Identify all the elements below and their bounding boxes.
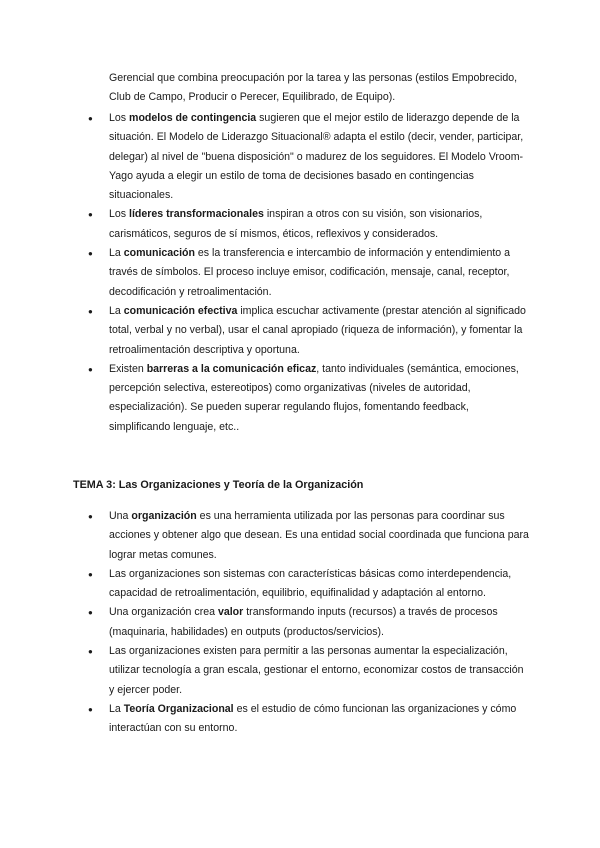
continuation-paragraph: Gerencial que combina preocupación por la tarea y las personas (estilos Empobrecido, Club de Campo, Producir o Perecer, Equilibrado, de Equipo).: [109, 72, 518, 104]
item-text: Las organizaciones son sistemas con características básicas como interdependencia, capacidad de retroalimentación, equilibrio, equifinalidad y adaptación al entorno.: [109, 567, 512, 600]
item-bold-term: valor: [217, 606, 244, 619]
list-item: [88, 603, 529, 642]
item-bold-term: Teoría Organizacional: [123, 702, 234, 715]
bullet-list-organizations: [88, 507, 529, 739]
item-text: es una herramienta utilizada por las personas para coordinar sus acciones y obtener algo que desean. Es una entidad social coordinada que funciona para lograr metas comunes.: [109, 510, 529, 561]
item-bold-term: organización: [131, 510, 197, 522]
item-text: Existen: [109, 362, 147, 375]
item-bold-term: comunicación efectiva: [123, 304, 238, 317]
bullet-icon: ●: [88, 608, 93, 618]
list-item: [88, 244, 529, 302]
item-text: sugieren que el mejor estilo de liderazgo depende de la situación. El Modelo de Liderazgo Situacional® adapta el estilo (decir, vender, participar, delegar) al nivel de "buena disposición" o madurez de los seguidores. El Modelo Vroom-Yago ayuda a elegir un estilo de toma de decisiones basado en contingencias situacionales.: [109, 112, 524, 202]
bullet-icon: ●: [88, 364, 93, 374]
list-item: [88, 302, 529, 360]
list-item: [88, 109, 529, 205]
bullet-icon: ●: [88, 569, 93, 579]
item-text: La: [109, 247, 124, 260]
bullet-icon: ●: [88, 306, 93, 316]
bullet-icon: ●: [88, 114, 93, 123]
item-text: , tanto individuales (semántica, emociones, percepción selectiva, estereotipos) como organizativas (niveles de autoridad, especialización). Se pueden superar regulando flujos, fomentando feedback, simplificando lenguaje, etc..: [109, 362, 519, 433]
list-item: [88, 360, 529, 437]
bullet-icon: ●: [88, 512, 93, 521]
item-text: es el estudio de cómo funcionan las organizaciones y cómo interactúan con su entorno.: [109, 702, 517, 735]
section-heading: TEMA 3: Las Organizaciones y Teoría de la Organización: [73, 479, 364, 491]
item-bold-term: barreras a la comunicación eficaz: [146, 362, 317, 375]
list-item: [88, 565, 529, 604]
item-bold-term: modelos de contingencia: [129, 112, 257, 124]
item-text: implica escuchar activamente (prestar atención al significado total, verbal y no verbal), usar el canal apropiado (riqueza de información), y fomentar la retroalimentación descriptiva y oportuna.: [109, 304, 526, 356]
list-item: [88, 700, 529, 739]
list-item: [88, 642, 529, 700]
item-text: Los: [109, 208, 130, 221]
bullet-icon: ●: [88, 249, 93, 259]
list-item: [88, 205, 529, 244]
item-bold-term: líderes transformacionales: [129, 208, 264, 221]
item-text: transformando inputs (recursos) a través de procesos (maquinaria, habilidades) en outputs (productos/servicios).: [109, 606, 498, 638]
item-text: es la transferencia e intercambio de información y entendimiento a través de símbolos. El proceso incluye emisor, codificación, mensaje, canal, receptor, decodificación y retroalimentación.: [109, 247, 511, 298]
item-text: La: [109, 304, 124, 317]
item-text: inspiran a otros con su visión, son visionarios, carismáticos, seguros de sí mismos, éticos, reflexivos y considerados.: [109, 208, 483, 240]
item-text: Una: [109, 510, 132, 522]
item-text: Una organización crea: [109, 606, 218, 619]
item-bold-term: comunicación: [123, 247, 195, 260]
list-item: [88, 507, 529, 565]
item-text: La: [109, 702, 124, 715]
bullet-icon: ●: [88, 647, 93, 657]
item-text: Las organizaciones existen para permitir a las personas aumentar la especialización, utilizar tecnología a gran escala, gestionar el entorno, economizar costos de transacción y ejercer poder.: [109, 645, 524, 696]
bullet-list-leadership: [88, 109, 529, 437]
item-text: Los: [109, 112, 130, 124]
bullet-icon: ●: [88, 704, 93, 714]
bullet-icon: ●: [88, 210, 93, 220]
